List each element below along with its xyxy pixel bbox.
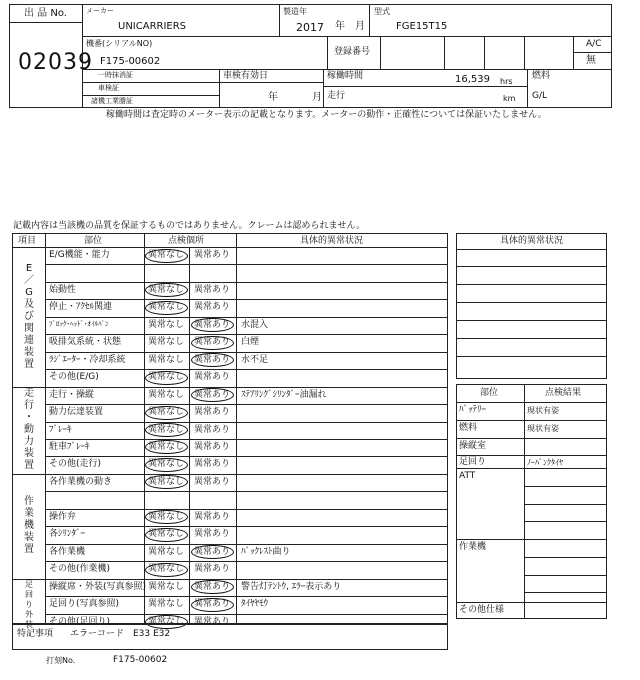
row-divider bbox=[12, 387, 448, 388]
row-part: 各作業機の動き bbox=[49, 476, 113, 487]
abnormal-option[interactable]: 異常あり bbox=[194, 424, 231, 435]
row-divider bbox=[45, 614, 448, 615]
row-divider bbox=[45, 456, 448, 457]
selected-circle bbox=[191, 545, 234, 559]
row-part: 駐車ﾌﾞﾚｰｷ bbox=[49, 441, 90, 452]
group-label bbox=[14, 580, 44, 630]
divider bbox=[524, 36, 525, 69]
selected-circle bbox=[145, 301, 188, 315]
divider bbox=[380, 36, 381, 69]
divider bbox=[12, 247, 448, 248]
remarks-label: 特記事項 bbox=[17, 629, 54, 639]
abnormal-option[interactable]: 異常あり bbox=[194, 354, 231, 365]
row-part: その他(作業機) bbox=[49, 564, 111, 575]
other-spec-label: その他仕様 bbox=[459, 605, 505, 615]
selected-circle bbox=[145, 249, 188, 263]
row-part: 停止・ｱｸｾﾙ関連 bbox=[49, 302, 113, 313]
row-part: ﾌﾞﾛｯｸ･ﾍｯﾄﾞ･ｵｲﾙﾊﾟﾝ bbox=[49, 319, 109, 328]
divider bbox=[456, 356, 607, 357]
group-label-char: 装 bbox=[24, 532, 34, 544]
stamp-value: F175-00602 bbox=[113, 655, 168, 665]
row-detail: ｽﾃｱﾘﾝｸﾞｼﾘﾝﾀﾞｰ油漏れ bbox=[241, 389, 327, 400]
abnormal-option[interactable]: 異常あり bbox=[194, 441, 231, 452]
abnormal-option[interactable]: 異常あり bbox=[194, 564, 231, 575]
row-part: 各作業機 bbox=[49, 546, 86, 557]
group-label-char: 置 bbox=[24, 358, 34, 370]
group-label-char: 関 bbox=[24, 322, 34, 334]
no-abnormal-option[interactable]: 異常なし bbox=[148, 319, 185, 330]
row-divider bbox=[45, 404, 448, 405]
inspection-month: 月 bbox=[312, 92, 322, 103]
divider bbox=[456, 420, 607, 421]
divider bbox=[82, 36, 612, 37]
serial-label: 機番(シリアルNO) bbox=[86, 39, 153, 48]
abnormal-option[interactable]: 異常あり bbox=[194, 616, 231, 627]
col-header-check: 点検個所 bbox=[168, 236, 205, 246]
work-label: 作業機 bbox=[459, 542, 487, 552]
group-label-char: E bbox=[25, 262, 33, 274]
divider bbox=[323, 69, 324, 108]
no-abnormal-option[interactable]: 異常なし bbox=[148, 284, 185, 295]
hours-value: 16,539 bbox=[455, 74, 490, 85]
divider bbox=[236, 233, 237, 624]
no-abnormal-option[interactable]: 異常なし bbox=[148, 302, 185, 313]
divider bbox=[524, 504, 607, 505]
right-row-part: ﾊﾞｯﾃﾘｰ bbox=[459, 405, 487, 415]
row-divider bbox=[45, 317, 448, 318]
abnormal-option[interactable]: 異常あり bbox=[194, 511, 231, 522]
divider bbox=[524, 557, 607, 558]
no-abnormal-option[interactable]: 異常なし bbox=[148, 459, 185, 470]
row-part: E/G機能・能力 bbox=[49, 250, 110, 260]
row-part: その他(足回り) bbox=[49, 616, 111, 627]
att-label: ATT bbox=[459, 471, 476, 481]
no-abnormal-option[interactable]: 異常なし bbox=[148, 441, 185, 452]
col-header-detail: 具体的異常状況 bbox=[300, 236, 364, 246]
group-label bbox=[14, 388, 44, 472]
group-label bbox=[14, 496, 44, 556]
row-part: その他(E/G) bbox=[49, 372, 99, 383]
abnormal-option[interactable]: 異常あり bbox=[194, 389, 231, 400]
row-detail: 警告灯ﾃﾝﾄｳ, ｴﾗｰ表示あり bbox=[241, 581, 342, 592]
hours-unit: hrs bbox=[500, 77, 513, 86]
lot-number: 02039 bbox=[18, 50, 93, 75]
group-label-char: 置 bbox=[24, 544, 34, 556]
row-part: ﾌﾞﾚｰｷ bbox=[49, 424, 72, 435]
divider bbox=[456, 302, 607, 303]
selected-circle bbox=[191, 598, 234, 612]
row-divider bbox=[45, 264, 448, 265]
abnormal-option[interactable]: 異常あり bbox=[194, 476, 231, 487]
abnormal-option[interactable]: 異常あり bbox=[194, 372, 231, 383]
cert-label-1: 一時抹消証 bbox=[98, 71, 133, 79]
no-abnormal-option[interactable]: 異常なし bbox=[148, 616, 185, 627]
group-label-char: 及 bbox=[24, 298, 34, 310]
group-label-char: 機 bbox=[24, 520, 34, 532]
group-label-char: 行 bbox=[24, 400, 34, 412]
group-label-char: 装 bbox=[24, 448, 34, 460]
model-value: FGE15T15 bbox=[396, 21, 448, 32]
selected-circle bbox=[145, 528, 188, 542]
row-divider bbox=[45, 282, 448, 283]
divider bbox=[524, 521, 607, 522]
abnormal-option[interactable]: 異常あり bbox=[194, 459, 231, 470]
group-label-char: 回 bbox=[25, 589, 33, 599]
row-part: その他(走行) bbox=[49, 459, 102, 470]
no-abnormal-option[interactable]: 異常なし bbox=[148, 581, 185, 592]
divider bbox=[45, 233, 46, 624]
no-abnormal-option[interactable]: 異常なし bbox=[148, 476, 185, 487]
abnormal-option[interactable]: 異常あり bbox=[194, 599, 231, 609]
disclaimer: 記載内容は当該機の品質を保証するものではありません。クレームは認められません。 bbox=[13, 221, 366, 231]
right-row-part: 燃料 bbox=[459, 423, 478, 433]
row-divider bbox=[45, 509, 448, 510]
abnormal-option[interactable]: 異常あり bbox=[194, 546, 231, 557]
group-label-char: 足 bbox=[25, 579, 33, 589]
divider bbox=[573, 52, 612, 53]
row-divider bbox=[45, 544, 448, 545]
group-label-char: 装 bbox=[24, 346, 34, 358]
lot-label: 出 品 No. bbox=[24, 8, 67, 19]
group-label-char: り bbox=[25, 599, 33, 609]
row-detail: 水不足 bbox=[241, 354, 269, 365]
abnormal-option[interactable]: 異常あり bbox=[194, 529, 231, 540]
right-row-part: 操縦室 bbox=[459, 441, 487, 451]
divider bbox=[456, 402, 607, 403]
group-label-char: 外 bbox=[25, 609, 33, 619]
row-part: 動力伝達装置 bbox=[49, 407, 104, 417]
inspection-label: 車検有効日 bbox=[223, 71, 269, 81]
right-row-part: 足回り bbox=[459, 457, 487, 467]
row-part: ﾗｼﾞｴｰﾀｰ・冷却系統 bbox=[49, 354, 126, 365]
ac-label: A/C bbox=[586, 39, 602, 49]
divider bbox=[456, 320, 607, 321]
group-label-char: 連 bbox=[24, 334, 34, 346]
row-detail: 白煙 bbox=[241, 337, 260, 348]
right-row-result: 現状有姿 bbox=[527, 406, 559, 415]
year-label: 製造年 bbox=[283, 7, 307, 16]
divider bbox=[524, 486, 607, 487]
divider bbox=[456, 468, 607, 469]
group-label-char: G bbox=[25, 286, 33, 298]
no-abnormal-option[interactable]: 異常なし bbox=[148, 250, 185, 260]
abnormal-option[interactable]: 異常あり bbox=[194, 581, 231, 592]
divider bbox=[327, 36, 328, 69]
abnormal-option[interactable]: 異常あり bbox=[194, 284, 231, 295]
group-label-char: 力 bbox=[24, 436, 34, 448]
no-abnormal-option[interactable]: 異常なし bbox=[148, 529, 185, 540]
row-divider bbox=[45, 334, 448, 335]
divider bbox=[189, 247, 190, 624]
right-row-result: ﾉｰﾊﾟﾝｸﾀｲﾔ bbox=[527, 458, 563, 467]
divider bbox=[456, 602, 607, 603]
row-divider bbox=[45, 422, 448, 423]
month-unit: 月 bbox=[355, 21, 365, 32]
row-detail: ﾊﾞｯｸﾚｽﾄ曲り bbox=[241, 546, 291, 557]
row-part: 操作弁 bbox=[49, 511, 77, 522]
row-part: 足回り(写真参照) bbox=[49, 599, 120, 609]
group-label-char: ／ bbox=[24, 274, 34, 286]
ac-value: 無 bbox=[586, 55, 596, 66]
abnormal-option[interactable]: 異常あり bbox=[194, 250, 231, 260]
divider bbox=[82, 82, 219, 83]
group-label-char: 走 bbox=[24, 388, 34, 400]
divider bbox=[456, 539, 607, 540]
year-value: 2017 bbox=[296, 21, 324, 34]
row-divider bbox=[45, 369, 448, 370]
row-part: 各ｼﾘﾝﾀﾞｰ bbox=[49, 529, 86, 540]
row-part: 始動性 bbox=[49, 284, 77, 295]
remarks-value: エラーコード E33 E32 bbox=[70, 629, 171, 639]
abnormal-option[interactable]: 異常あり bbox=[194, 407, 231, 417]
no-abnormal-option[interactable]: 異常なし bbox=[148, 389, 185, 400]
right-detail-box bbox=[456, 233, 607, 379]
fuel-value: G/L bbox=[532, 91, 548, 101]
col-header-item: 項目 bbox=[18, 236, 37, 246]
divider bbox=[219, 69, 220, 108]
travel-label: 走行 bbox=[327, 91, 346, 101]
divider bbox=[219, 82, 323, 83]
divider bbox=[9, 22, 82, 23]
divider bbox=[456, 249, 607, 250]
year-unit: 年 bbox=[335, 21, 345, 32]
group-label-char: び bbox=[24, 310, 34, 322]
maker-label: メーカー bbox=[86, 7, 114, 15]
divider bbox=[323, 86, 527, 87]
row-detail: ﾀｲﾔﾔﾓｳ bbox=[241, 599, 269, 609]
divider bbox=[279, 4, 280, 36]
divider bbox=[369, 4, 370, 36]
no-abnormal-option[interactable]: 異常なし bbox=[148, 511, 185, 522]
row-part: 吸排気系統・状態 bbox=[49, 337, 122, 348]
no-abnormal-option[interactable]: 異常なし bbox=[148, 407, 185, 417]
no-abnormal-option[interactable]: 異常なし bbox=[148, 337, 185, 348]
no-abnormal-option[interactable]: 異常なし bbox=[148, 424, 185, 435]
hours-label: 稼働時間 bbox=[327, 71, 364, 81]
group-label-char: 業 bbox=[24, 508, 34, 520]
no-abnormal-option[interactable]: 異常なし bbox=[148, 599, 185, 609]
col-header-part: 部位 bbox=[84, 236, 103, 246]
model-label: 型式 bbox=[374, 7, 390, 16]
no-abnormal-option[interactable]: 異常なし bbox=[148, 564, 185, 575]
inspection-year: 年 bbox=[268, 92, 278, 103]
row-divider bbox=[45, 299, 448, 300]
divider bbox=[524, 575, 607, 576]
divider bbox=[527, 69, 528, 108]
right-row-result: 現状有姿 bbox=[527, 424, 559, 433]
divider bbox=[444, 36, 445, 69]
selected-circle bbox=[145, 371, 188, 385]
row-divider bbox=[45, 491, 448, 492]
maker-value: UNICARRIERS bbox=[118, 21, 187, 32]
group-label-char: ・ bbox=[24, 412, 34, 424]
cert-label-2: 車検証 bbox=[98, 84, 119, 92]
right-header-result: 点検結果 bbox=[545, 388, 582, 398]
divider bbox=[456, 266, 607, 267]
divider bbox=[456, 455, 607, 456]
row-part: 走行・操縦 bbox=[49, 389, 95, 400]
divider bbox=[524, 592, 607, 593]
fuel-label: 燃料 bbox=[532, 71, 551, 81]
no-abnormal-option[interactable]: 異常なし bbox=[148, 372, 185, 383]
selected-circle bbox=[145, 406, 188, 420]
row-detail: 水混入 bbox=[241, 319, 269, 330]
selected-circle bbox=[191, 388, 234, 402]
divider bbox=[456, 284, 607, 285]
group-label-char: 装 bbox=[25, 619, 33, 629]
selected-circle bbox=[191, 336, 234, 350]
row-divider bbox=[45, 596, 448, 597]
row-divider bbox=[45, 352, 448, 353]
row-part: 操縦席・外装(写真参照) bbox=[49, 581, 147, 592]
row-divider bbox=[45, 561, 448, 562]
right-top-header: 具体的異常状況 bbox=[500, 236, 564, 246]
stamp-label: 打刻No. bbox=[46, 656, 76, 665]
no-abnormal-option[interactable]: 異常なし bbox=[148, 546, 185, 557]
right-header-part: 部位 bbox=[480, 388, 499, 398]
registration-label: 登録番号 bbox=[334, 47, 371, 57]
row-divider bbox=[45, 439, 448, 440]
group-label-char: 動 bbox=[24, 424, 34, 436]
group-label-char: 置 bbox=[24, 460, 34, 472]
meter-note: 稼働時間は査定時のメーター表示の記載となります。メーターの動作・正確性については保証いたしません。 bbox=[106, 110, 547, 120]
selected-circle bbox=[191, 580, 234, 594]
km-unit: km bbox=[503, 94, 516, 103]
divider bbox=[456, 338, 607, 339]
row-divider bbox=[12, 474, 448, 475]
selected-circle bbox=[145, 563, 188, 577]
divider bbox=[82, 95, 219, 96]
abnormal-option[interactable]: 異常あり bbox=[194, 319, 231, 330]
serial-value: F175-00602 bbox=[100, 56, 161, 67]
group-label bbox=[14, 263, 44, 371]
abnormal-option[interactable]: 異常あり bbox=[194, 302, 231, 313]
no-abnormal-option[interactable]: 異常なし bbox=[148, 354, 185, 365]
selected-circle bbox=[145, 458, 188, 472]
selected-circle bbox=[145, 423, 188, 437]
row-divider bbox=[45, 526, 448, 527]
abnormal-option[interactable]: 異常あり bbox=[194, 337, 231, 348]
divider bbox=[82, 69, 612, 70]
divider bbox=[456, 438, 607, 439]
row-divider bbox=[12, 579, 448, 580]
group-label-char: 作 bbox=[24, 496, 34, 508]
divider bbox=[484, 36, 485, 69]
cert-label-3: 諸機工業謄証 bbox=[91, 97, 133, 105]
